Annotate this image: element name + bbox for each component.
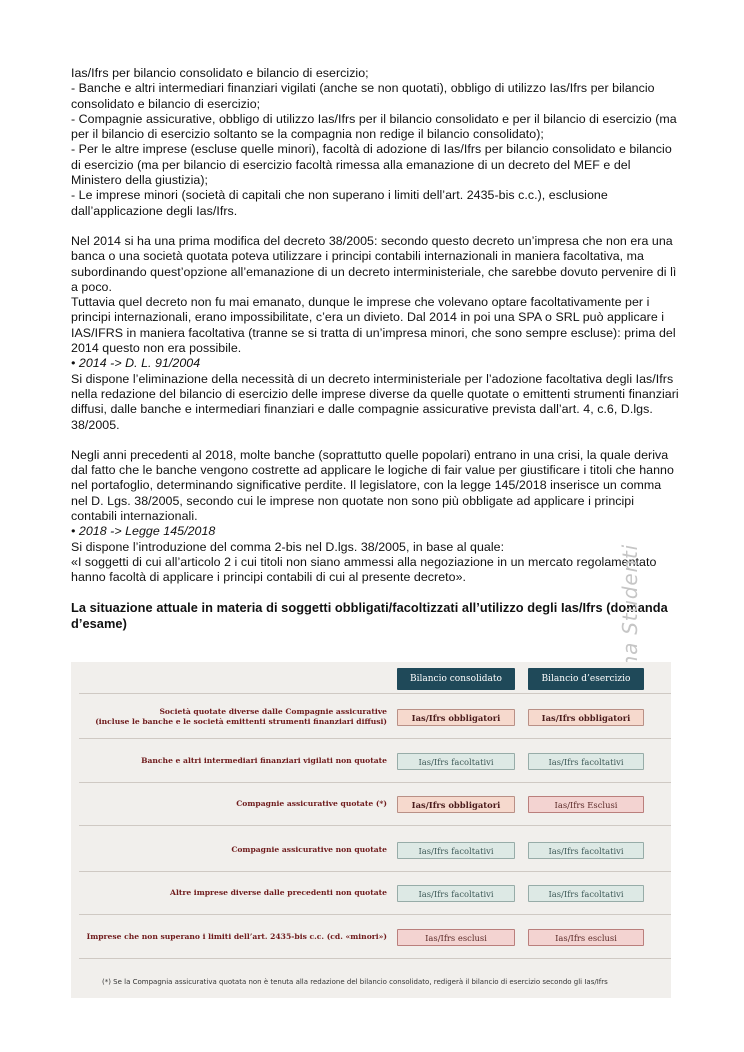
cell-esercizio: Ias/Ifrs esclusi	[528, 929, 644, 946]
document-text	[71, 66, 679, 632]
paragraph-2014-c: Si dispone l’eliminazione della necessità di un decreto interministeriale per l’adozione facoltativa degli Ias/Ifrs nella redazione del bilancio di esercizio delle imprese diverse da quelle quotate o emittenti strumenti finanziari diffusi, dalle banche e intermediari finanziari e dalle compagnie assicurative prevista dall’art. 4, c.6, D.lgs. 38/2005.	[71, 371, 679, 432]
cell-esercizio: Ias/Ifrs facoltativi	[528, 842, 644, 859]
row-divider	[79, 914, 671, 915]
cell-consolidato: Ias/Ifrs facoltativi	[397, 753, 515, 770]
col-header-esercizio: Bilancio d’esercizio	[528, 668, 644, 690]
cell-consolidato: Ias/Ifrs obbligatori	[397, 709, 515, 726]
bullet-2018: • 2018 -> Legge 145/2018	[71, 524, 216, 539]
paragraph-2018-c: «I soggetti di cui all’articolo 2 i cui titoli non siano ammessi alla negoziazione in un mercato regolamentato hanno facoltà di applicare i principi contabili di cui al presente decreto».	[71, 554, 657, 585]
cell-esercizio: Ias/Ifrs obbligatori	[528, 709, 644, 726]
paragraph-2014: Nel 2014 si ha una prima modifica del decreto 38/2005: secondo questo decreto un’impresa che non era una banca o una società quotata poteva utilizzare i principi contabili internazionali in maniera facoltativa, ma subordinando quest’opzione all’emanazione di un decreto interministeriale, che sarebbe dovuto pervenire di lì a poco.	[71, 233, 677, 294]
ias-ifrs-table	[71, 662, 671, 998]
cell-consolidato: Ias/Ifrs facoltativi	[397, 842, 515, 859]
paragraph-2014-b: Tuttavia quel decreto non fu mai emanato, dunque le imprese che volevano optare facoltativamente per i principi internazionali, erano impossibilitate, c’era un divieto. Dal 2014 in poi una SPA o SRL può applicare i IAS/IFRS in maniera facoltativa (tranne se si tratta di un’impresa minori, che sono sempre escluse): prima del 2014 questo non era possibile.	[71, 295, 676, 356]
text-line: - Per le altre imprese (escluse quelle minori), facoltà di adozione di Ias/Ifrs per bilancio consolidato e bilancio di esercizio (ma per bilancio di esercizio facoltà rimessa alla emanazione di un decreto del MEF e del Ministero della giustizia);	[71, 142, 672, 188]
row-label: Compagnie assicurative quotate (*)	[236, 799, 387, 808]
paragraph-2018: Negli anni precedenti al 2018, molte banche (soprattutto quelle popolari) entrano in una crisi, la quale deriva dal fatto che le banche vengono costrette ad applicare le logiche di fair value per giustificare i titoli che hanno nel portafoglio, determinando significative perdite. Il legislatore, con la legge 145/2018 inserisce un comma nel D. Lgs. 38/2005, secondo cui le imprese non quotate non sono più obbligate ad applicare i principi contabili internazionali.	[71, 447, 674, 524]
bullet-2014: • 2014 -> D. L. 91/2004	[71, 356, 201, 371]
table-footnote: (*) Se la Compagnia assicurativa quotata non è tenuta alla redazione del bilancio consolidato, redigerà il bilancio di esercizio secondo gli Ias/Ifrs	[102, 978, 608, 986]
row-label: Compagnie assicurative non quotate	[231, 845, 387, 854]
section-heading: La situazione attuale in materia di soggetti obbligati/facoltizzati all’utilizzo degli Ias/Ifrs (domanda d’esame)	[71, 599, 668, 631]
cell-esercizio: Ias/Ifrs facoltativi	[528, 885, 644, 902]
cell-esercizio: Ias/Ifrs facoltativi	[528, 753, 644, 770]
row-divider	[79, 693, 671, 694]
row-label: Altre imprese diverse dalle precedenti non quotate	[170, 888, 387, 897]
col-header-consolidato: Bilancio consolidato	[397, 668, 515, 690]
row-label: Società quotate diverse dalle Compagnie assicurative (incluse le banche e le società emittenti strumenti finanziari diffusi)	[95, 707, 387, 726]
row-label: Imprese che non superano i limiti dell’art. 2435-bis c.c. (cd. «minori»)	[86, 932, 387, 941]
text-line: - Compagnie assicurative, obbligo di utilizzo Ias/Ifrs per il bilancio consolidato e per il bilancio di esercizio (ma per il bilancio di esercizio soltanto se la compagnia non redige il bilancio consolidato);	[71, 111, 677, 142]
row-divider	[79, 738, 671, 739]
row-label: Banche e altri intermediari finanziari vigilati non quotate	[141, 756, 387, 765]
paragraph-2018-b: Si dispone l’introduzione del comma 2-bis nel D.lgs. 38/2005, in base al quale:	[71, 539, 505, 554]
text-line: Ias/Ifrs per bilancio consolidato e bilancio di esercizio;	[71, 66, 369, 80]
row-divider	[79, 958, 671, 959]
row-divider	[79, 825, 671, 826]
cell-consolidato: Ias/Ifrs esclusi	[397, 929, 515, 946]
text-line: - Banche e altri intermediari finanziari vigilati (anche se non quotati), obbligo di utilizzo Ias/Ifrs per bilancio consolidato e bilancio di esercizio;	[71, 81, 655, 111]
row-divider	[79, 782, 671, 783]
cell-consolidato: Ias/Ifrs facoltativi	[397, 885, 515, 902]
text-line: - Le imprese minori (società di capitali che non superano i limiti dell’art. 2435-bis c.c.), esclusione dall’applicazione degli Ias/Ifrs.	[71, 188, 608, 218]
cell-esercizio: Ias/Ifrs Esclusi	[528, 796, 644, 813]
cell-consolidato: Ias/Ifrs obbligatori	[397, 796, 515, 813]
row-divider	[79, 871, 671, 872]
